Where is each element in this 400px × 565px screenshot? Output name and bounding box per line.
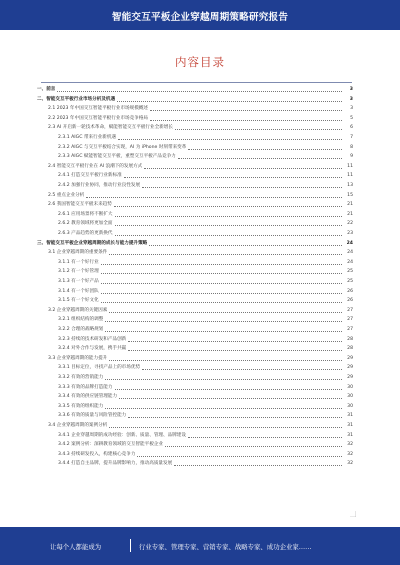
toc-entry-page: 6 (350, 125, 353, 131)
toc-heading: 内容目录 (175, 55, 225, 69)
toc-leader-dots (86, 197, 342, 198)
footer-divider (130, 539, 131, 552)
toc-entry[interactable] (58, 181, 353, 190)
toc-leader-dots (128, 350, 342, 351)
toc-leader-dots (115, 225, 343, 226)
toc-entry[interactable] (48, 104, 353, 113)
toc-leader-dots (142, 187, 342, 188)
toc-entry-page: 9 (350, 154, 353, 160)
toc-entry-page: 27 (347, 317, 353, 323)
toc-entry[interactable] (58, 440, 353, 449)
toc-entry[interactable] (58, 277, 353, 286)
toc-leader-dots (101, 293, 342, 294)
toc-entry[interactable] (58, 459, 353, 468)
toc-entry[interactable] (37, 85, 353, 94)
toc-entry[interactable] (58, 335, 353, 344)
toc-entry[interactable] (48, 123, 353, 132)
toc-entry-page: 11 (347, 173, 353, 179)
toc-entry-label: 3.2.3 持续的技术研发和产品创新 (58, 336, 127, 342)
toc-leader-dots (124, 177, 342, 178)
toc-entry-page: 24 (346, 240, 353, 246)
toc-leader-dots (188, 149, 342, 150)
toc-leader-dots (128, 417, 342, 418)
toc-entry[interactable] (48, 306, 353, 315)
toc-leader-dots (149, 245, 342, 246)
toc-entry-page: 21 (347, 202, 353, 208)
toc-entry-page: 31 (347, 432, 353, 438)
toc-leader-dots (101, 273, 342, 274)
toc-leader-dots (105, 321, 342, 322)
toc-entry[interactable] (37, 95, 353, 104)
header-bar (0, 0, 400, 30)
toc-entry[interactable] (58, 152, 353, 161)
toc-entry-page: 24 (347, 259, 353, 265)
toc-entry-label: 3.1.4 有一个好团队 (58, 288, 99, 294)
toc-leader-dots (150, 120, 342, 121)
footer-slogan-right: 行业专家、管理专家、营销专家、战略专家、成功企业家…… (139, 543, 312, 551)
toc-leader-dots (101, 264, 342, 265)
toc-entry-label: 3.2 企业穿越周期的关键因素 (48, 307, 108, 313)
toc-leader-dots (144, 168, 342, 169)
toc-entry[interactable] (58, 315, 353, 324)
toc-leader-dots (57, 91, 342, 92)
toc-entry-page: 3 (349, 96, 353, 102)
toc-leader-dots (117, 101, 342, 102)
toc-entry-page: 21 (347, 211, 353, 217)
toc-entry-label: 2.4.2 加强行业协同，推动行业良性发展 (58, 183, 141, 188)
toc-entry-page: 3 (350, 106, 353, 112)
footer-bar (0, 527, 400, 565)
toc-entry[interactable] (48, 354, 353, 363)
toc-entry[interactable] (58, 287, 353, 296)
toc-entry-label: 3.3.4 有效的供应链管理能力 (58, 394, 118, 400)
toc-entry[interactable] (48, 200, 353, 209)
toc-entry-page: 30 (347, 384, 353, 390)
toc-entry[interactable] (48, 162, 353, 171)
toc-entry-page: 29 (347, 365, 353, 371)
toc-entry-page: 25 (347, 279, 353, 284)
toc-leader-dots (105, 379, 342, 380)
toc-entry-label: 3.1 企业穿越周期的重要条件 (48, 250, 108, 256)
toc-entry[interactable] (58, 219, 353, 228)
toc-entry[interactable] (58, 267, 353, 276)
toc-entry[interactable] (58, 210, 353, 219)
toc-leader-dots (115, 216, 343, 217)
toc-entry-label: 3.4.2 案例分析：深耕教育领域的交互智能平板企业 (58, 442, 164, 448)
toc-leader-dots (109, 427, 342, 428)
toc-entry-label: 3.2.1 组织结构的调整 (58, 317, 104, 323)
toc-entry-label: 2.3.3 AIGC 赋能智能交互平板，重塑交互平板产品竞争力 (58, 154, 176, 160)
toc-entry-label: 3.4.1 企业穿越周期的成功经验：创新、质量、管理、品牌建设 (58, 432, 186, 438)
toc-entry-label: 3.1.5 有一个好文化 (58, 298, 99, 304)
toc-entry-label: 2.5 重点企业分析 (48, 192, 85, 198)
toc-entry[interactable] (48, 191, 353, 200)
toc-entry-page: 23 (347, 231, 353, 236)
toc-entry-page: 31 (347, 423, 353, 428)
toc-entry-page: 13 (347, 183, 353, 188)
toc-entry-page: 26 (347, 288, 353, 294)
toc-entry[interactable] (58, 450, 353, 459)
toc-leader-dots (188, 437, 342, 438)
toc-leader-dots (109, 312, 342, 313)
toc-entry-label: 3.1.1 有一个好行业 (58, 259, 99, 265)
toc-entry-label: 三、智能交互平板企业穿越周期的成长与能力提升策略 (37, 240, 148, 246)
toc-entry-page: 11 (347, 163, 353, 169)
toc-entry[interactable] (58, 133, 353, 142)
toc-entry-page: 32 (347, 442, 353, 448)
toc-entry-label: 2.6.3 产品趋势的更新换代 (58, 231, 113, 236)
toc-leader-dots (175, 129, 342, 130)
toc-leader-dots (142, 369, 342, 370)
toc-entry-page: 22 (347, 221, 353, 227)
toc-entry-page: 27 (347, 307, 353, 313)
toc-leader-dots (115, 389, 343, 390)
toc-leader-dots (137, 456, 342, 457)
toc-entry-label: 3.1.3 有一个好产品 (58, 279, 99, 284)
toc-leader-dots (128, 341, 342, 342)
toc-entry[interactable] (58, 373, 353, 382)
toc-entry-page: 32 (347, 451, 353, 457)
toc-leader-dots (101, 283, 342, 284)
toc-entry[interactable] (58, 296, 353, 305)
toc-entry-label: 2.2 2023 年中国交互智能平板行业市场竞争格局 (48, 115, 149, 121)
toc-entry-page: 8 (350, 144, 353, 150)
toc-entry-label: 3.4 企业穿越周期的案例分析 (48, 423, 108, 428)
page-corner-icon (350, 511, 356, 517)
toc-entry-label: 3.3.3 有效的品牌打造能力 (58, 384, 113, 390)
toc-entry[interactable] (48, 114, 353, 123)
toc-entry-page: 31 (347, 413, 353, 419)
toc-entry-page: 28 (347, 336, 353, 342)
toc-entry[interactable] (58, 258, 353, 267)
toc-entry[interactable] (58, 143, 353, 152)
toc-entry-label: 3.2.2 合理的战略规划 (58, 327, 104, 332)
toc-entry-label: 2.3.2 AIGC 与交互平板结合实现，AI 为 iPhone 时刻带来变革 (58, 144, 187, 150)
toc-leader-dots (165, 446, 342, 447)
toc-entry-page: 25 (347, 269, 353, 275)
toc-leader-dots (114, 206, 342, 207)
toc-leader-dots (105, 408, 342, 409)
toc-entry-label: 二、智能交互平板行业市场分析及机遇 (37, 96, 116, 102)
toc-entry-label: 3.4.4 打造自主品牌，提升品牌影响力，推动高质量发展 (58, 461, 173, 467)
toc-entry-label: 3.3.5 有效的组织能力 (58, 403, 104, 409)
toc-entry-page: 15 (347, 192, 353, 198)
toc-leader-dots (150, 110, 342, 111)
toc-leader-dots (109, 254, 342, 255)
toc-entry-page: 26 (347, 298, 353, 304)
toc-entry[interactable] (37, 239, 353, 248)
toc-entry-page: 28 (347, 346, 353, 352)
toc-entry[interactable] (58, 171, 353, 180)
toc-leader-dots (115, 235, 343, 236)
toc-entry-label: 2.3 AI 开启新一轮技术革命，赋能智能交互平板行业全新增长 (48, 125, 173, 131)
toc-entry-label: 3.3.2 有效的营销能力 (58, 375, 104, 380)
toc-entry[interactable] (58, 363, 353, 372)
toc-leader-dots (109, 360, 342, 361)
toc-entry[interactable] (58, 411, 353, 420)
toc-entry[interactable] (58, 325, 353, 334)
toc-leader-dots (119, 398, 342, 399)
toc-entry-page: 3 (349, 87, 353, 92)
footer-slogan-left: 让每个人都能成为 (50, 543, 102, 551)
toc-entry[interactable] (48, 421, 353, 430)
toc-entry[interactable] (58, 344, 353, 353)
toc-entry[interactable] (58, 383, 353, 392)
toc-entry-label: 2.6.1 应用场景将不断扩大 (58, 211, 113, 217)
toc-entry[interactable] (58, 392, 353, 401)
toc-entry[interactable] (58, 402, 353, 411)
toc-entry-label: 3.1.2 有一个好管理 (58, 269, 99, 275)
toc-entry-label: 3.4.3 持续研发投入，构建核心竞争力 (58, 451, 136, 457)
toc-entry-label: 2.3.1 AIGC 带来行业新机遇 (58, 135, 117, 140)
report-title: 智能交互平板企业穿越周期策略研究报告 (111, 12, 289, 23)
toc-entry-label: 2.6 我国智能交互平板未来趋势 (48, 202, 112, 208)
toc-entry-page: 7 (350, 135, 353, 140)
toc-entry-page: 29 (347, 355, 353, 361)
toc-entry-page: 24 (347, 250, 353, 256)
toc-entry-label: 2.4.1 打造交互平板行业新标准 (58, 173, 122, 179)
toc-entry-page: 27 (347, 327, 353, 332)
toc-entry-label: 3.2.4 对外合作与发展，携手共赢 (58, 346, 127, 352)
toc-leader-dots (178, 158, 342, 159)
toc-entry-label: 3.3.1 目标定位，寻找产品上的市场优势 (58, 365, 141, 371)
toc-leader-dots (174, 465, 342, 466)
toc-entry[interactable] (58, 229, 353, 238)
toc-leader-dots (105, 331, 342, 332)
toc-entry-page: 32 (347, 461, 353, 467)
toc-entry-label: 3.3.6 有效的质量与风险管控能力 (58, 413, 127, 419)
toc-entry-label: 3.3 企业穿越周期的能力提升 (48, 355, 108, 361)
toc-entry-label: 一、前言 (37, 87, 56, 92)
toc-entry-label: 2.1 2023 年中国交互智能平板行业市场规模概述 (48, 106, 149, 112)
toc-entry[interactable] (58, 431, 353, 440)
toc-entry-label: 2.6.2 教育领域将更加全面 (58, 221, 113, 227)
toc-leader-dots (118, 139, 342, 140)
heading-divider (41, 82, 352, 83)
toc-leader-dots (101, 302, 342, 303)
toc-entry-page: 30 (347, 394, 353, 400)
toc-entry-page: 30 (347, 403, 353, 409)
toc-entry-label: 2.4 智能交互平板行业在 AI 浪潮下的发展方式 (48, 163, 143, 169)
toc-entry-page: 5 (350, 115, 353, 121)
toc-entry-page: 29 (347, 375, 353, 380)
toc-entry[interactable] (48, 248, 353, 257)
